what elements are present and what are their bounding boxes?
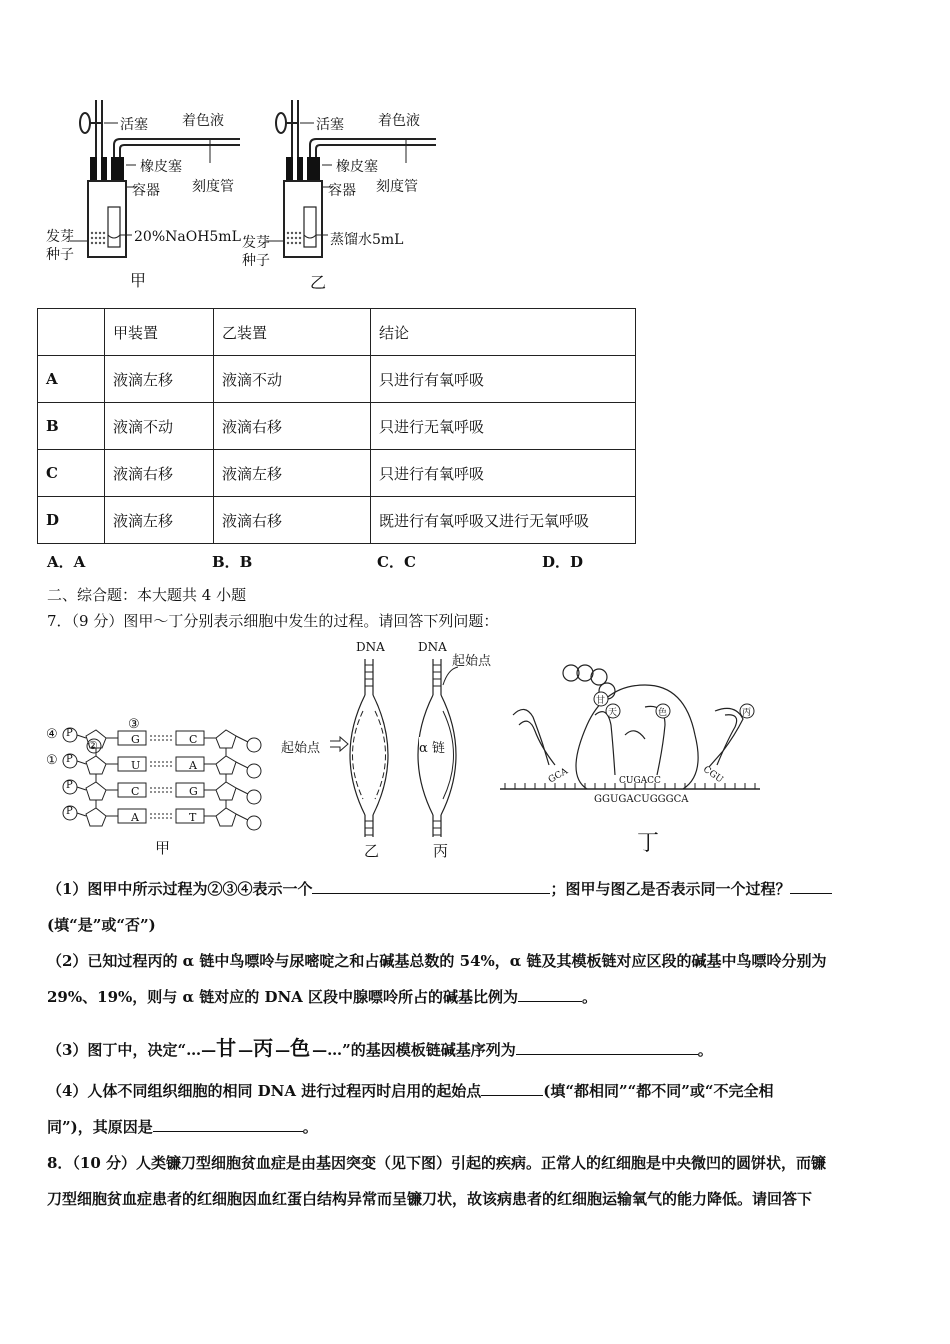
blank-q7-2[interactable] — [518, 987, 582, 1002]
caption-yi: 乙 — [364, 842, 380, 860]
base-right-4: T — [189, 811, 197, 824]
base-right-2: A — [189, 759, 197, 772]
figure-jia — [40, 718, 270, 838]
caption-yi-apparatus: 乙 — [310, 273, 327, 292]
mrna-sequence: GGUGACUGGGCA — [594, 794, 689, 805]
anticodon-1: GCA — [546, 766, 570, 786]
label-stopcock-left: 活塞 — [120, 117, 148, 133]
label-seeds-right-1: 发芽 — [242, 235, 270, 251]
blank-q7-1a[interactable] — [312, 879, 550, 894]
aa-se: 色 — [658, 708, 668, 718]
anticodon-2: CUGACC — [619, 776, 661, 786]
choice-c[interactable]: C．C — [377, 553, 416, 571]
q7-p2a: （2）已知过程丙的 α 链中鸟嘌呤与尿嘧啶之和占碱基总数的 54%，α 链及其模板链对应区段的碱基中鸟嘌呤分别为 — [47, 952, 827, 970]
label-dye-left: 着色液 — [182, 113, 224, 129]
label-stopper-right: 橡皮塞 — [336, 159, 378, 175]
q7-p2b: 29%、19%，则与 α 链对应的 DNA 区段中腺嘌呤所占的碱基比例为 — [47, 988, 519, 1006]
label-origin-yi: 起始点 — [281, 741, 321, 756]
q7-p1c: (填“是”或“否”) — [47, 916, 156, 934]
circled-4: ④ — [46, 727, 58, 742]
q7-p3-aa-1: 甘 — [216, 1036, 239, 1060]
table-cell: 液滴不动 — [105, 403, 214, 450]
figure-yi-bing — [330, 655, 500, 845]
choice-b[interactable]: B．B — [212, 553, 253, 571]
table-cell: 液滴左移 — [105, 356, 214, 403]
caption-jia-apparatus: 甲 — [130, 271, 147, 290]
options-table — [37, 308, 636, 544]
q7-p1b: ；图甲与图乙是否表示同一个过程？ — [550, 880, 791, 898]
label-tube-left: 刻度管 — [192, 179, 234, 195]
label-container-left: 容器 — [132, 183, 160, 199]
section-title: 二、综合题：本大题共 4 小题 — [47, 586, 247, 604]
label-dna-bing: DNA — [418, 640, 447, 654]
base-right-1: C — [189, 733, 198, 746]
blank-q7-4b[interactable] — [153, 1117, 303, 1132]
phosphate-3: P — [66, 780, 73, 791]
q7-p4b: (填“都相同”“都不同”或“不完全相 — [543, 1082, 774, 1100]
caption-jia: 甲 — [155, 839, 171, 857]
q7-p4a: （4）人体不同组织细胞的相同 DNA 进行过程丙时启用的起始点 — [47, 1082, 482, 1100]
table-cell: 液滴左移 — [214, 450, 371, 497]
table-header-cell: 乙装置 — [214, 309, 371, 356]
q7-part2-line2: 29%、19%，则与 α 链对应的 DNA 区段中腺嘌呤所占的碱基比例为 。 — [47, 988, 598, 1006]
q7-p3-aa-3: 色 — [290, 1036, 313, 1060]
q8-line1: 8．（10 分）人类镰刀型细胞贫血症是由基因突变（见下图）引起的疾病。正常人的红细胞是中央微凹的圆饼状，而镰 — [47, 1154, 827, 1172]
label-stopper-left: 橡皮塞 — [140, 159, 182, 175]
base-left-4: A — [131, 811, 139, 824]
phosphate-1: P — [66, 728, 73, 739]
q7-p3b: —…”的基因模板链碱基序列为 — [312, 1041, 516, 1059]
phosphate-4: P — [66, 806, 73, 817]
q7-p3-aa-2: 丙 — [253, 1036, 276, 1060]
aa-tian: 天 — [608, 708, 618, 718]
label-alpha-chain: α 链 — [419, 737, 445, 756]
table-cell: 液滴右移 — [105, 450, 214, 497]
label-solution-right: 蒸馏水5mL — [330, 232, 404, 248]
label-solution-left: 20%NaOH5mL — [134, 229, 241, 245]
aa-gan: 甘 — [596, 696, 606, 706]
figure-ding — [495, 655, 765, 815]
q7-p3a: （3）图丁中，决定“…— — [47, 1041, 217, 1059]
table-row — [38, 450, 636, 497]
label-seeds-left-1: 发芽 — [46, 229, 74, 245]
phosphate-2: P — [66, 754, 73, 765]
label-stopcock-right: 活塞 — [316, 117, 344, 133]
q7-part4-line2: 同”)，其原因是 。 — [47, 1118, 318, 1136]
label-origin-bing: 起始点 — [452, 654, 492, 669]
q7-part3: （3）图丁中，决定“…—甘—丙—色—…”的基因模板链碱基序列为 。 — [47, 1036, 713, 1060]
blank-q7-1b[interactable] — [790, 879, 832, 894]
label-container-right: 容器 — [328, 183, 356, 199]
table-header-cell: 结论 — [371, 309, 636, 356]
base-left-1: G — [131, 733, 140, 746]
base-right-3: G — [189, 785, 198, 798]
label-seeds-right-2: 种子 — [242, 253, 270, 269]
table-cell: 只进行有氧呼吸 — [371, 356, 636, 403]
table-cell: 既进行有氧呼吸又进行无氧呼吸 — [371, 497, 636, 544]
table-cell: D — [38, 497, 105, 544]
choice-a[interactable]: A．A — [47, 553, 86, 571]
table-cell: C — [38, 450, 105, 497]
label-dna-yi: DNA — [356, 640, 385, 654]
base-left-3: C — [131, 785, 140, 798]
table-row — [38, 356, 636, 403]
table-header-cell: 甲装置 — [105, 309, 214, 356]
caption-ding: 丁 — [637, 831, 660, 856]
label-dye-right: 着色液 — [378, 113, 420, 129]
table-cell: 液滴左移 — [105, 497, 214, 544]
circled-3: ③ — [128, 717, 140, 732]
table-cell: 只进行无氧呼吸 — [371, 403, 636, 450]
aa-bing: 丙 — [742, 708, 752, 718]
table-cell: 液滴右移 — [214, 497, 371, 544]
table-cell: A — [38, 356, 105, 403]
blank-q7-4a[interactable] — [481, 1081, 543, 1096]
table-row — [38, 497, 636, 544]
blank-q7-3[interactable] — [516, 1040, 698, 1055]
table-cell: 液滴不动 — [214, 356, 371, 403]
q7-stem: 7．（9 分）图甲～丁分别表示细胞中发生的过程。请回答下列问题： — [47, 612, 499, 630]
q7-p1a: （1）图甲中所示过程为②③④表示一个 — [47, 880, 313, 898]
table-cell: 只进行有氧呼吸 — [371, 450, 636, 497]
table-header-row — [38, 309, 636, 356]
q7-part1-line1 — [47, 878, 832, 899]
table-cell: 液滴右移 — [214, 403, 371, 450]
label-seeds-left-2: 种子 — [46, 247, 74, 263]
choice-d[interactable]: D．D — [542, 553, 584, 571]
base-left-2: U — [131, 759, 141, 772]
label-tube-right: 刻度管 — [376, 179, 418, 195]
circled-2: ② — [88, 739, 98, 752]
q7-part4-line1 — [47, 1080, 774, 1101]
circled-1: ① — [46, 753, 58, 768]
table-header-cell — [38, 309, 105, 356]
q8-line2: 刀型细胞贫血症患者的红细胞因血红蛋白结构异常而呈镰刀状，故该病患者的红细胞运输氧气的能力降低。请回答下 — [47, 1190, 813, 1208]
table-row — [38, 403, 636, 450]
anticodon-3: CGU — [701, 764, 725, 786]
q7-p4c: 同”)，其原因是 — [47, 1118, 153, 1136]
table-cell: B — [38, 403, 105, 450]
caption-bing: 丙 — [433, 842, 449, 860]
